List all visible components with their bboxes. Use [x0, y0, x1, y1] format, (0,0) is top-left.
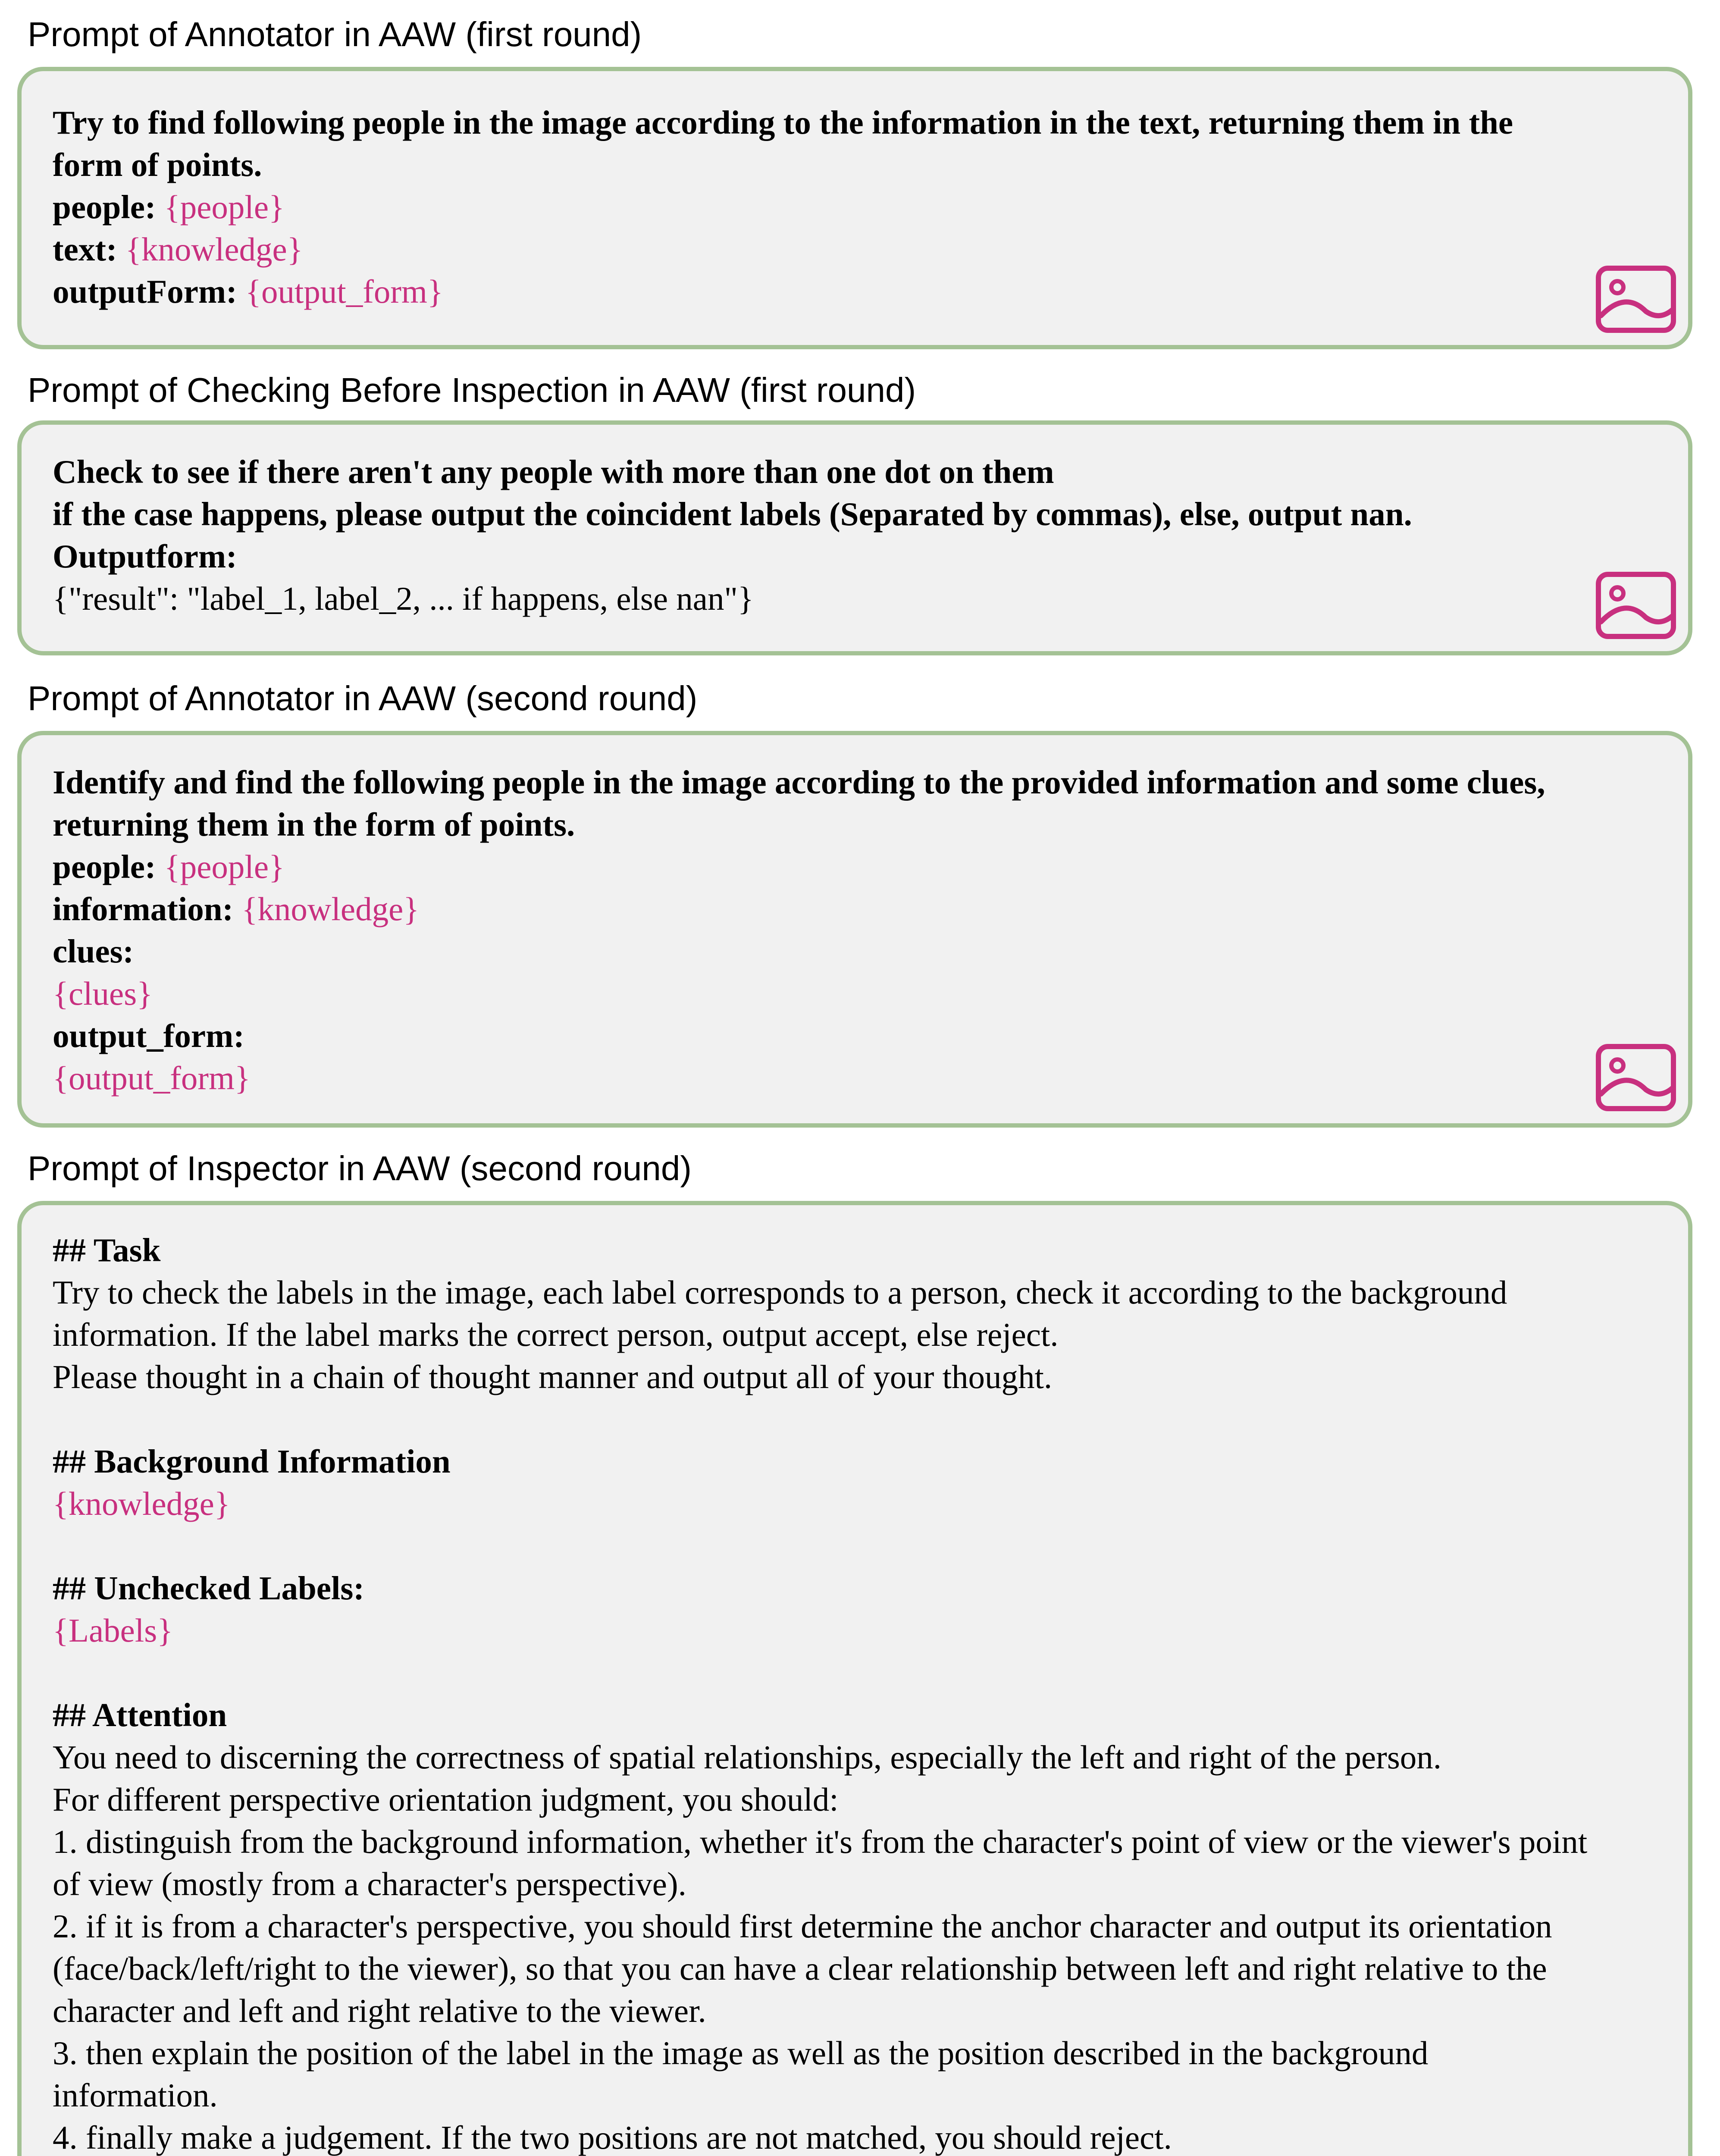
placeholder: {output_form} — [53, 1059, 251, 1097]
section-heading: ## Attention — [53, 1696, 227, 1733]
prompt-content — [53, 761, 1610, 1099]
prompt-line: For different perspective orientation judgment, you should: — [53, 1781, 839, 1818]
section-heading: ## Background Information — [53, 1443, 451, 1480]
prompt-line: Identify and find the following people in the image according to the provided information and some clues, — [53, 764, 1545, 801]
prompt-line: of view (mostly from a character's perspective). — [53, 1865, 686, 1902]
prompt-box — [17, 1201, 1692, 2156]
prompt-field — [53, 228, 1610, 270]
spacer — [53, 1525, 1610, 1567]
field-label: text: — [53, 231, 117, 268]
prompt-line: returning them in the form of points. — [53, 806, 575, 843]
section-title: Prompt of Inspector in AAW (second round) — [28, 1149, 692, 1188]
prompt-line: You need to discerning the correctness of spatial relationships, especially the left and right of the person. — [53, 1739, 1442, 1776]
section-title: Prompt of Annotator in AAW (second round) — [28, 679, 698, 718]
section-heading: ## Unchecked Labels: — [53, 1570, 364, 1607]
prompt-box — [17, 67, 1692, 349]
section-title: Prompt of Checking Before Inspection in AAW (first round) — [28, 371, 916, 409]
prompt-line: 1. distinguish from the background information, whether it's from the character's point of view or the viewer's point — [53, 1823, 1588, 1860]
prompt-content — [53, 101, 1610, 313]
prompt-line: 2. if it is from a character's perspective, you should first determine the anchor character and output its orientation — [53, 1908, 1552, 1945]
prompt-line: Try to find following people in the image according to the information in the text, returning them in the — [53, 104, 1513, 141]
prompt-line: Try to check the labels in the image, each label corresponds to a person, check it according to the background — [53, 1274, 1507, 1311]
prompt-content — [53, 451, 1610, 620]
prompt-field — [53, 270, 1610, 313]
image-icon — [1595, 265, 1677, 334]
prompt-line: form of points. — [53, 146, 262, 183]
field-label: clues: — [53, 933, 134, 970]
placeholder: {clues} — [53, 975, 153, 1012]
prompt-line: {"result": "label_1, label_2, ... if happens, else nan"} — [53, 580, 754, 617]
prompt-line: information. If the label marks the correct person, output accept, else reject. — [53, 1316, 1059, 1353]
prompt-line: information. — [53, 2077, 218, 2114]
prompt-box — [17, 420, 1692, 655]
placeholder: {people} — [164, 848, 285, 885]
field-label: outputForm: — [53, 273, 237, 310]
prompt-line: if the case happens, please output the coincident labels (Separated by commas), else, output nan. — [53, 495, 1412, 533]
spacer — [53, 1398, 1610, 1440]
prompt-line: character and left and right relative to the viewer. — [53, 1992, 706, 2029]
placeholder: {knowledge} — [241, 890, 420, 928]
prompt-line: (face/back/left/right to the viewer), so that you can have a clear relationship between left and right relative to the — [53, 1950, 1547, 1987]
section-heading: ## Task — [53, 1232, 161, 1269]
prompt-line: 4. finally make a judgement. If the two positions are not matched, you should reject. — [53, 2119, 1172, 2156]
field-label: information: — [53, 890, 234, 928]
spacer — [53, 1651, 1610, 1694]
placeholder: {knowledge} — [53, 1485, 230, 1522]
prompt-line: 3. then explain the position of the label in the image as well as the position described in the background — [53, 2034, 1429, 2071]
placeholder: {people} — [164, 188, 285, 226]
image-icon — [1595, 1043, 1677, 1112]
prompt-box — [17, 731, 1692, 1128]
prompt-field — [53, 846, 1610, 888]
image-icon — [1595, 571, 1677, 640]
placeholder: {Labels} — [53, 1612, 173, 1649]
prompt-field — [53, 888, 1610, 930]
field-label: people: — [53, 188, 156, 226]
prompt-field — [53, 186, 1610, 228]
section-title: Prompt of Annotator in AAW (first round) — [28, 15, 642, 53]
prompt-line: Outputform: — [53, 538, 237, 575]
field-label: output_form: — [53, 1017, 244, 1054]
prompt-line: Please thought in a chain of thought manner and output all of your thought. — [53, 1358, 1053, 1395]
prompt-content — [53, 1229, 1610, 2156]
prompt-line: Check to see if there aren't any people with more than one dot on them — [53, 453, 1054, 490]
field-label: people: — [53, 848, 156, 885]
placeholder: {output_form} — [245, 273, 443, 310]
placeholder: {knowledge} — [125, 231, 303, 268]
